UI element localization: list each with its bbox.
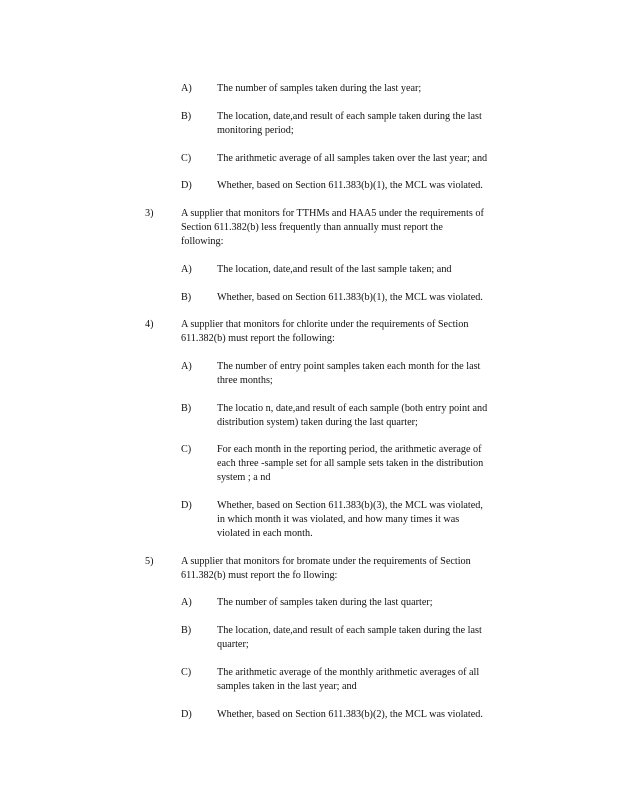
text-line: Whether, based on Section 611.383(b)(1), the MCL was violated. (217, 180, 483, 191)
item-label-5d: D) (181, 709, 192, 720)
text-line: A supplier that monitors for TTHMs and HAA5 under the requirements of (181, 208, 484, 219)
text-line: The locatio n, date,and result of each sample (both entry point and (217, 403, 488, 414)
item-label-1b: B) (181, 111, 192, 122)
text-line: 611.382(b) must report the fo llowing: (181, 570, 338, 581)
text-line: violated in each month. (217, 528, 313, 539)
section-number-4: 4) (145, 319, 154, 330)
item-text-4d (217, 499, 537, 541)
text-line: Whether, based on Section 611.383(b)(1), the MCL was violated. (217, 292, 483, 303)
text-line: in which month it was violated, and how many times it was (217, 514, 460, 525)
section-3-text (181, 207, 541, 249)
section-4-text (181, 318, 541, 346)
item-label-5a: A) (181, 597, 192, 608)
item-text-3a (217, 263, 537, 277)
item-label-4b: B) (181, 403, 192, 414)
text-line: samples taken in the last year; and (217, 681, 357, 692)
item-label-1d: D) (181, 180, 192, 191)
item-label-3b: B) (181, 292, 192, 303)
item-text-1c (217, 152, 537, 166)
text-line: The arithmetic average of the monthly arithmetic averages of all (217, 667, 480, 678)
item-label-1a: A) (181, 83, 192, 94)
text-line: The location, date,and result of each sample taken during the last (217, 111, 482, 122)
text-line: quarter; (217, 639, 249, 650)
item-label-4c: C) (181, 444, 192, 455)
text-line: For each month in the reporting period, the arithmetic average of (217, 444, 482, 455)
text-line: three months; (217, 375, 273, 386)
item-label-5b: B) (181, 625, 192, 636)
item-text-5a (217, 596, 537, 610)
item-text-5c (217, 666, 537, 694)
text-line: The number of samples taken during the last year; (217, 83, 422, 94)
text-line: Whether, based on Section 611.383(b)(2), the MCL was violated. (217, 709, 483, 720)
section-number-3: 3) (145, 208, 154, 219)
text-line: Section 611.382(b) less frequently than annually must report the (181, 222, 443, 233)
item-text-1a (217, 82, 537, 96)
text-line: The number of samples taken during the last quarter; (217, 597, 433, 608)
text-line: The number of entry point samples taken each month for the last (217, 361, 481, 372)
item-text-1d (217, 179, 537, 193)
text-line: A supplier that monitors for bromate under the requirements of Section (181, 556, 471, 567)
text-line: The location, date,and result of each sample taken during the last (217, 625, 482, 636)
section-5-text (181, 555, 541, 583)
text-line: system ; a nd (217, 472, 271, 483)
item-label-4a: A) (181, 361, 192, 372)
item-text-4c (217, 443, 537, 485)
text-line: each three -sample set for all sample sets taken in the distribution (217, 458, 484, 469)
section-number-5: 5) (145, 556, 154, 567)
text-line: Whether, based on Section 611.383(b)(3), the MCL was violated, (217, 500, 483, 511)
item-label-3a: A) (181, 264, 192, 275)
item-text-4b (217, 402, 537, 430)
item-label-4d: D) (181, 500, 192, 511)
item-text-5b (217, 624, 537, 652)
item-text-1b (217, 110, 537, 138)
text-line: The location, date,and result of the last sample taken; and (217, 264, 452, 275)
text-line: distribution system) taken during the last quarter; (217, 417, 418, 428)
text-line: A supplier that monitors for chlorite under the requirements of Section (181, 319, 469, 330)
text-line: 611.382(b) must report the following: (181, 333, 335, 344)
item-text-4a (217, 360, 537, 388)
item-label-5c: C) (181, 667, 192, 678)
text-line: following: (181, 236, 224, 247)
item-text-3b (217, 291, 537, 305)
text-line: The arithmetic average of all samples taken over the last year; and (217, 153, 488, 164)
text-line: monitoring period; (217, 125, 294, 136)
item-label-1c: C) (181, 153, 192, 164)
item-text-5d (217, 708, 537, 722)
